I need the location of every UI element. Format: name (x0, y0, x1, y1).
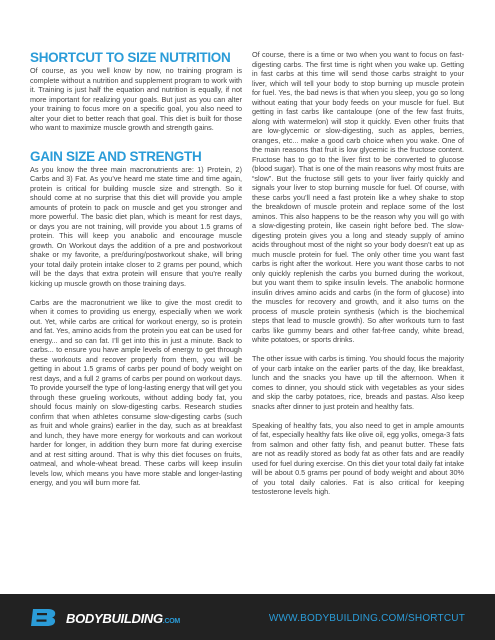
heading-shortcut-to-size-nutrition: SHORTCUT TO SIZE NUTRITION (30, 50, 231, 65)
healthy-fats-paragraph: Speaking of healthy fats, you also need to get in ample amounts of fat, especially healthy fats like olive oil, egg yolks, omega-3 fats from salmon and other fatty fish, and peanut butter. These fats are not as readily stored as body fat as other fats and are readily used for fuel during exercise. On this diet your total daily fat intake will be about 0.5 grams per pound of body weight and about 30% of you total daily calories. Fat is also critical for keeping testosterone levels high. (252, 420, 464, 496)
macronutrients-paragraph: As you know the three main macronutrients are: 1) Protein, 2) Carbs and 3) Fat. As you’ve heard me state time and time again, protein is critical for building muscle size and strength. So it should come at no surprise that this diet will provide you ample amounts of protein to pack on muscle and get you stronger and more powerful. The basic diet plan, which is meant for rest days, or days you are not training, will provide you about 1.5 grams of protein. This will keep you anabolic and encourage muscle growth. On Workout days the addition of a pre and postworkout shake or my favorite, a pre/during/postworkout shake, will bring your total daily protein intake closer to 2 grams per pound, which will be the days that extra protein will ensure that you’re really kicking up muscle growth on those training days. (30, 164, 242, 288)
carb-timing-paragraph: The other issue with carbs is timing. You should focus the majority of your carb intake on the earlier parts of the day, like breakfast, lunch and the snacks you have up till the afternoon. When it comes to dinner, you should stick with vegetables as your sides and skip the carby potatoes, rice, breads and pastas. Also keep snacks after dinner to just protein and healthy fats. (252, 354, 464, 411)
shortcut-url-link[interactable]: WWW.BODYBUILDING.COM/SHORTCUT (268, 613, 465, 624)
carbs-paragraph: Carbs are the macronutrient we like to give the most credit to when it comes to providing us energy, especially when we work out. Yet, while carbs are critical for workout energy, so is protein and fat. Yes, amino acids from the protein you eat can be used for energy... and so can fat. I’ll get into this in just a minute. Back to carbs... to ensure you have ample levels of energy to get through these workouts and recover properly from them, you will be getting in about 1.5 grams of carbs per pound of body weight on rest days, and a full 2 grams of carbs per pound on workout days. To provide yourself the type of long-lasting energy that will get you through these grueling workouts, without adding body fat, you should focus mainly on slow-digesting carbs. Research studies confirm that when athletes consume slow-digesting carbs (such as fruit and whole grains) earlier in the day, such as at breakfast and lunch, they have more energy for workouts and can workout harder for longer, in addition they burn more fat during exercise and at rest sitting around. That is why this diet focuses on fruits, oatmeal, and whole-wheat bread. These carbs will keep insulin levels low, which means you have more stable and longer-lasting energy, and you will burn more fat. (30, 297, 242, 487)
footer-bar (0, 594, 495, 640)
intro-paragraph: Of course, as you well know by now, no training program is complete without a nutrition and supplement program to work with it. Training is just half the equation and nutrition is equally, if not more important for realizing your goals. But just as you can alter your training to focus more on a specific goal, you also need to alter your diet to better reach that goal. This diet is built for those who want to maximize muscle growth and strength gains. (30, 66, 242, 132)
left-column (30, 50, 242, 488)
right-column (252, 50, 464, 497)
fast-carbs-paragraph: Of course, there is a time or two when you want to focus on fast-digesting carbs. The first time is right when you wake up. Getting in fast carbs at this time will send those carbs straight to your liver, which will tell your body to stop burning up muscle protein for fuel. Yes, the bad news is that when you sleep, you go so long without eating that your body feeds on your muscle for fuel. But getting in fast carbs like cantaloupe (one of the few fast fruits, along with watermelon) will stop it quickly. Even other fruits that are low-glycemic or slow-digesting, such as apples, berries, oranges, etc... make a good carb choice when you wake. One of the main reasons that fruit is low glycemic is the fructose content. Fructose has to go to the liver first to be converted to glucose (blood sugar). That is one of the main reasons why most fruits are “slow”. But the fructose still gets to your liver fairly quickly and signals your liver to stop burning muscle for fuel. Of course, with these carbs you’ll need a fast protein like a whey shake to stop the breakdown of muscle protein and replace some of the lost aminos. This also happens to be the reason why you will go with a slow-digesting protein, like casein right before bed. The slow-digesting protein gives you a long and steady supply of amino acids throughout most of the night so your body doesn’t eat up as much muscle protein for fuel. The only other time you want fast carbs is right after the workout. Here you want those carbs to not only quickly replenish the carbs you burned during the workout, but you want them to spike insulin levels. The anabolic hormone insulin drives amino acids and carbs (in the form of glucose) into the muscles for recovery and growth, and it also turns on the process of muscle protein synthesis (which is the biochemical steps that lead to muscle growth). So after workouts turn to fast carbs like gummy bears and other fat-free candy, white bread, white potatoes, or sports drinks. (252, 50, 464, 344)
bodybuilding-logo-text[interactable] (66, 611, 180, 626)
heading-gain-size-and-strength: GAIN SIZE AND STRENGTH (30, 148, 202, 164)
logo-wordmark: BODYBUILDING (66, 611, 163, 626)
bodybuilding-b-logo-icon[interactable] (30, 608, 60, 627)
logo-suffix: .COM (162, 618, 180, 625)
